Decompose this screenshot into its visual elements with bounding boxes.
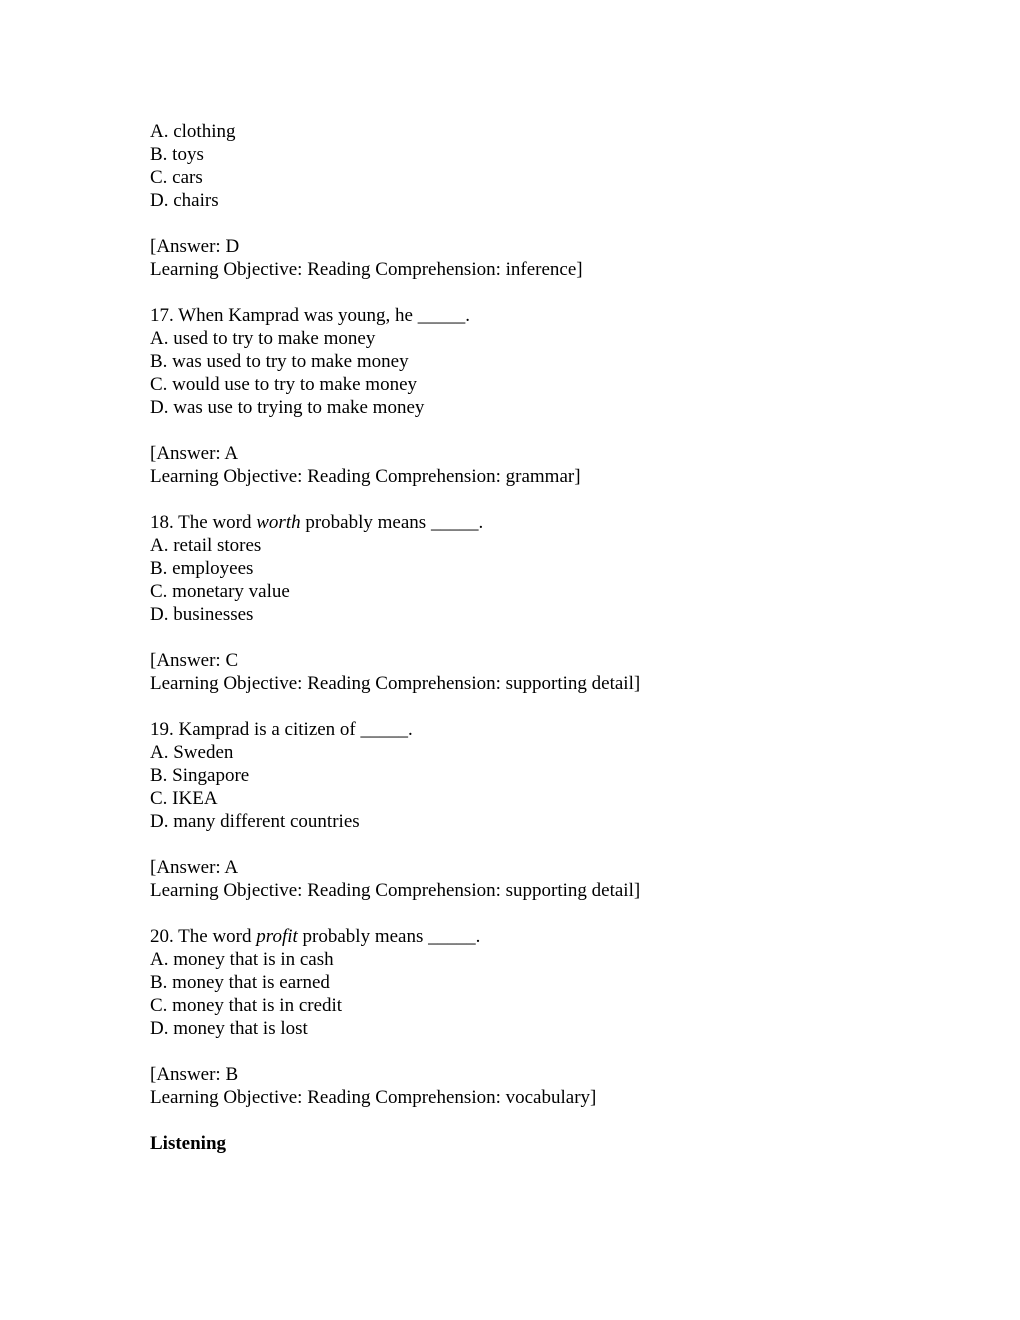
question-18-block <box>150 511 910 695</box>
option-a: A. money that is in cash <box>150 949 334 970</box>
option-c: C. would use to try to make money <box>150 374 418 395</box>
option-a: A. retail stores <box>150 535 262 556</box>
answer-line: [Answer: C <box>150 650 239 671</box>
option-b: B. Singapore <box>150 765 250 786</box>
section-heading: Listening <box>150 1133 227 1154</box>
question-19-block <box>150 718 910 902</box>
option-c: C. money that is in credit <box>150 995 343 1016</box>
spacer <box>150 833 910 856</box>
option-d: D. businesses <box>150 604 254 625</box>
question-stem <box>150 925 910 948</box>
option-d: D. chairs <box>150 190 219 211</box>
learning-objective: Learning Objective: Reading Comprehension: grammar] <box>150 466 581 487</box>
spacer <box>150 281 910 304</box>
option-b: B. toys <box>150 144 204 165</box>
stem-italic-word: worth <box>256 512 301 533</box>
question-17-block <box>150 304 910 488</box>
spacer <box>150 212 910 235</box>
spacer <box>150 488 910 511</box>
spacer <box>150 695 910 718</box>
answer-line: [Answer: A <box>150 443 239 464</box>
spacer <box>150 1040 910 1063</box>
option-b: B. employees <box>150 558 254 579</box>
question-16-block <box>150 120 910 281</box>
option-d: D. many different countries <box>150 811 360 832</box>
spacer <box>150 902 910 925</box>
stem-suffix: probably means _____. <box>297 926 481 947</box>
option-a: A. used to try to make money <box>150 328 376 349</box>
learning-objective: Learning Objective: Reading Comprehension: supporting detail] <box>150 880 641 901</box>
stem-prefix: 18. The word <box>150 512 257 533</box>
question-20-block <box>150 925 910 1109</box>
option-b: B. was used to try to make money <box>150 351 409 372</box>
stem-italic-word: profit <box>256 926 298 947</box>
answer-line: [Answer: D <box>150 236 240 257</box>
spacer <box>150 626 910 649</box>
learning-objective: Learning Objective: Reading Comprehension: vocabulary] <box>150 1087 597 1108</box>
document-page <box>150 120 910 1155</box>
question-stem: 17. When Kamprad was young, he _____. <box>150 305 470 326</box>
spacer <box>150 1109 910 1132</box>
option-b: B. money that is earned <box>150 972 330 993</box>
answer-line: [Answer: A <box>150 857 239 878</box>
answer-line: [Answer: B <box>150 1064 239 1085</box>
option-a: A. Sweden <box>150 742 234 763</box>
stem-suffix: probably means _____. <box>300 512 484 533</box>
option-d: D. money that is lost <box>150 1018 308 1039</box>
learning-objective: Learning Objective: Reading Comprehension: supporting detail] <box>150 673 641 694</box>
option-c: C. monetary value <box>150 581 290 602</box>
option-d: D. was use to trying to make money <box>150 397 425 418</box>
option-c: C. IKEA <box>150 788 218 809</box>
option-c: C. cars <box>150 167 203 188</box>
stem-prefix: 20. The word <box>150 926 257 947</box>
option-a: A. clothing <box>150 121 236 142</box>
spacer <box>150 419 910 442</box>
question-stem: 19. Kamprad is a citizen of _____. <box>150 719 413 740</box>
learning-objective: Learning Objective: Reading Comprehension: inference] <box>150 259 583 280</box>
question-stem <box>150 511 910 534</box>
